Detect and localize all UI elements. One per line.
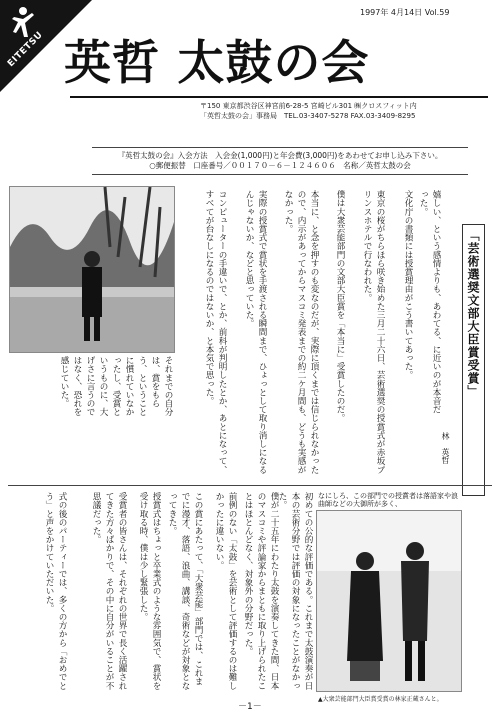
article-paragraph: この賞にあたって、「大衆芸能」部門では、これまでに漫才、落語、浪曲、講談、奇術などが対象となってきた。 bbox=[167, 492, 203, 690]
article-headline: 「芸術選奨文部大臣賞受賞」 bbox=[462, 224, 485, 496]
portrait-photo bbox=[9, 186, 175, 353]
membership-line-1: 『英哲太鼓の会』入会方法 入会金(1,000円)と年会費(3,000円)をあわせてお申し込み下さい。 bbox=[117, 151, 443, 160]
article-top-columns bbox=[180, 190, 442, 480]
title-divider bbox=[70, 96, 488, 98]
article-paragraph: 前例のない「太鼓」を芸術として評価するのは難しかったに違いない。 bbox=[214, 492, 237, 690]
article-paragraph: 式の後のパーティーでは、多くの方から「おめでとう」と声をかけていただいた。 bbox=[44, 492, 67, 690]
newsletter-title: 英哲 太鼓の会 bbox=[64, 36, 370, 91]
article-paragraph: 文化庁の書類には授賞理由がこう書いてあった。 bbox=[403, 190, 413, 380]
section-divider bbox=[8, 485, 492, 486]
article-paragraph: コンピューターの手違いで、とか、前科が判明したとか、あとになって、すべてが台なしになるのではないか、と本気で思った。 bbox=[204, 190, 227, 474]
photo-side-column: それまでの自分は、賞をもらう、ということに慣れていなかったし、受賞というものに、大げさに言うのではなく、恐れを感じていた。 bbox=[59, 356, 173, 417]
article-paragraph: 本当に、と念を押すのも変なのだが、実際に頂くまでは信じられなかったので、内示があってからマスコミ発表までの約二ケ月間も、どうも実感がなかった。 bbox=[283, 190, 319, 474]
photo-caption: ▲大衆芸能部門大臣賞受賞の林家正蔵さんと。 bbox=[318, 696, 443, 703]
membership-line-2: ○郵便振替 口座番号／００１７０－６－１２４６０６ 名称／英哲太鼓の会 bbox=[149, 161, 411, 170]
page-number: －1－ bbox=[238, 702, 262, 712]
article-paragraph: なにしろ、この部門での授賞者は落語家や浪曲師などの大御所が多く、 bbox=[318, 492, 458, 508]
article-paragraph: 授賞式はちょっと卒業式のような雰囲気で、賞状を受け取る時、僕は少し緊張した。 bbox=[138, 492, 161, 690]
article-paragraph: 僕は大衆芸能部門の文部大臣賞を「本当に」受賞したのだ。 bbox=[335, 190, 345, 423]
membership-info bbox=[92, 147, 468, 175]
article-bottom-columns bbox=[8, 492, 314, 692]
article-paragraph: 初めての公的な評価である。これまで太鼓演奏が日本の芸術分野では評価の対象になったことがなかった。 bbox=[277, 492, 313, 690]
article-paragraph: 受賞者の皆さんは、それぞれの世界で長く活躍されてきた方々ばかりで、その中に自分がいることが不思議だった。 bbox=[91, 492, 127, 690]
article-paragraph: 僕が二十五年にわたり太鼓を演奏してきた間、日本のマスコミや評論家からまともに取り上げられたことはほとんどなく、対象外の分野だった。 bbox=[243, 492, 279, 690]
address-line-2: 「英哲太鼓の会」事務局 TEL.03-3407-5278 FAX.03-3409-8295 bbox=[200, 112, 416, 120]
issue-info: 1997年 4月14日 Vol.59 bbox=[360, 8, 450, 17]
article-paragraph: 嬉しい、という感情よりも、あわてる、に近いのが本音だった。 bbox=[418, 190, 441, 414]
article-author: 林 英哲 bbox=[441, 432, 450, 464]
article-paragraph: 実際の授賞式で賞状を手渡される瞬間まで、ひょっとして取り消しになるんじゃないか、などと思っていた。 bbox=[244, 190, 267, 474]
award-photo bbox=[316, 510, 462, 692]
office-address bbox=[200, 101, 417, 121]
article-paragraph: 東京の桜がちらほら咲き始めた三月二十六日、芸術選奨の授賞式が赤坂プリンスホテルで行なわれた。 bbox=[362, 190, 385, 474]
address-line-1: 〒150 東京都渋谷区神宮前6-28-5 宮崎ビル301 ㈱クロスフィット内 bbox=[200, 102, 417, 110]
logo-wordmark: EITETSU bbox=[6, 30, 46, 70]
